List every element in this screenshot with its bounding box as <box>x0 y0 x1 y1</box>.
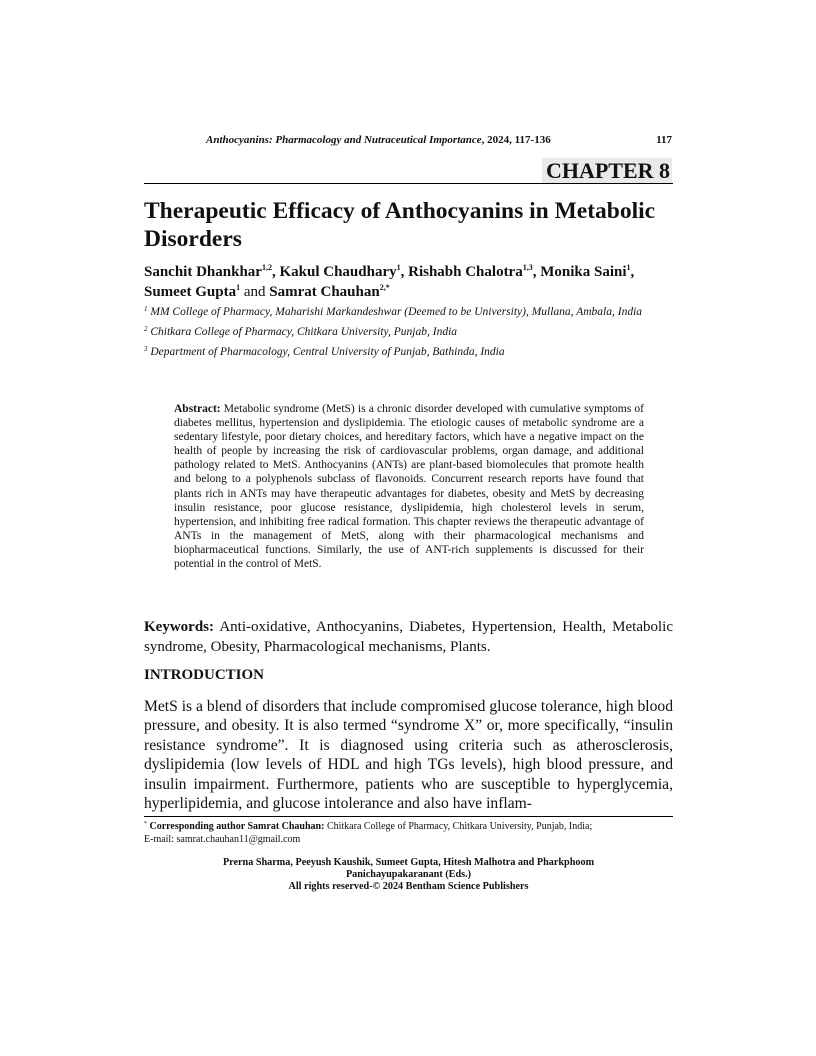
author-list <box>144 262 674 302</box>
footnote-text: Chitkara College of Pharmacy, Chitkara University, Punjab, India; <box>324 821 593 832</box>
footnote <box>144 820 673 846</box>
running-head-book-title: Anthocyanins: Pharmacology and Nutraceutical Importance <box>206 134 482 146</box>
abstract-label: Abstract: <box>174 403 221 415</box>
author-separator: , <box>271 264 280 280</box>
affiliation <box>144 344 674 360</box>
introduction-paragraph: MetS is a blend of disorders that include compromised glucose tolerance, high blood pressure, and obesity. It is also termed “syndrome X” or, more specifically, “insulin resistance syndrome”. It is diagnosed using criteria such as atherosclerosis, dyslipidemia (low levels of HDL and high TGs levels), high blood pressure, and insulin impairment. Furthermore, patients who are susceptible to hyperglycemia, hyperlipidemia, and glucose intolerance and also have inflam- <box>144 698 673 813</box>
author-name: Rishabh Chalotra <box>408 264 523 280</box>
affiliation-number: 1 <box>144 305 148 313</box>
affiliation <box>144 304 674 320</box>
keywords-label: Keywords: <box>144 619 214 635</box>
footnote-label: Corresponding author Samrat Chauhan: <box>149 821 325 832</box>
abstract-text: Metabolic syndrome (MetS) is a chronic disorder developed with cumulative symptoms of diabetes mellitus, hypertension and dyslipidemia. The etiologic causes of metabolic syndrome are a sedentary lifestyle, poor dietary choices, and hereditary factors, which have a negative impact on the health of people by increasing the risk of cardiovascular problems, organ damage, and additional pathology related to MetS. Anthocyanins (ANTs) are plant-based biomolecules that promote health and belong to a polyphenols subclass of flavonoids. Concurrent research reports have found that plants rich in ANTs may have therapeutic advantages for diabetes, obesity and MetS by decreasing insulin resistance, poor glucose resistance, dyslipidemia, high cholesterol levels in serum, hypertension, and inhibiting free radical formation. This chapter reviews the therapeutic advantage of ANTs in the management of MetS, along with their pharmacological mechanisms and biopharmaceutical functions. Similarly, the use of ANT-rich supplements is discussed for their potential in the control of MetS. <box>174 403 644 571</box>
affiliation-number: 2 <box>144 325 148 333</box>
chapter-rule <box>144 183 673 184</box>
author-affiliation-marker: 1,2 <box>261 263 272 272</box>
footnote-marker: * <box>144 821 147 827</box>
author-affiliation-marker: 1 <box>396 263 401 272</box>
section-heading: INTRODUCTION <box>144 667 265 683</box>
copyright-line: All rights reserved-© 2024 Bentham Science Publishers <box>288 881 529 893</box>
author-name: Sanchit Dhankhar <box>144 264 262 280</box>
author-name: Kakul Chaudhary <box>279 264 397 280</box>
author-separator: and <box>240 284 270 300</box>
running-head-details: , 2024, 117-136 <box>481 134 551 146</box>
author-affiliation-marker: 2,* <box>379 283 390 292</box>
author-separator: , <box>630 264 635 280</box>
footnote-rule <box>144 816 673 817</box>
author-affiliation-marker: 1 <box>626 263 631 272</box>
chapter-title: Therapeutic Efficacy of Anthocyanins in Metabolic Disorders <box>144 198 656 252</box>
author-affiliation-marker: 1,3 <box>522 263 533 272</box>
author-separator: , <box>532 264 541 280</box>
author-name: Sumeet Gupta <box>144 284 237 300</box>
editors-credit <box>144 857 673 894</box>
affiliation <box>144 324 674 340</box>
editors-line: Panichayupakaranant (Eds.) <box>345 869 472 881</box>
author-affiliation-marker: 1 <box>236 283 241 292</box>
abstract <box>174 402 644 571</box>
affiliation-number: 3 <box>144 345 148 353</box>
affiliation-list <box>144 304 674 360</box>
affiliation-text: Department of Pharmacology, Central University of Punjab, Bathinda, India <box>150 346 505 358</box>
footnote-email: E-mail: samrat.chauhan11@gmail.com <box>144 834 301 845</box>
author-name: Samrat Chauhan <box>269 284 380 300</box>
affiliation-text: MM College of Pharmacy, Maharishi Markandeshwar (Deemed to be University), Mullana, Ambala, India <box>150 306 643 318</box>
author-separator: , <box>400 264 409 280</box>
chapter-label: CHAPTER 8 <box>542 158 672 183</box>
editors-line: Prerna Sharma, Peeyush Kaushik, Sumeet Gupta, Hitesh Malhotra and Pharkphoom <box>222 857 595 868</box>
author-name: Monika Saini <box>540 264 627 280</box>
running-head <box>206 133 672 147</box>
keywords <box>144 618 673 657</box>
affiliation-text: Chitkara College of Pharmacy, Chitkara University, Punjab, India <box>150 326 458 338</box>
page-number: 117 <box>656 134 672 146</box>
keywords-text: Anti-oxidative, Anthocyanins, Diabetes, Hypertension, Health, Metabolic syndrome, Obesity, Pharmacological mechanisms, Plants. <box>144 619 673 655</box>
